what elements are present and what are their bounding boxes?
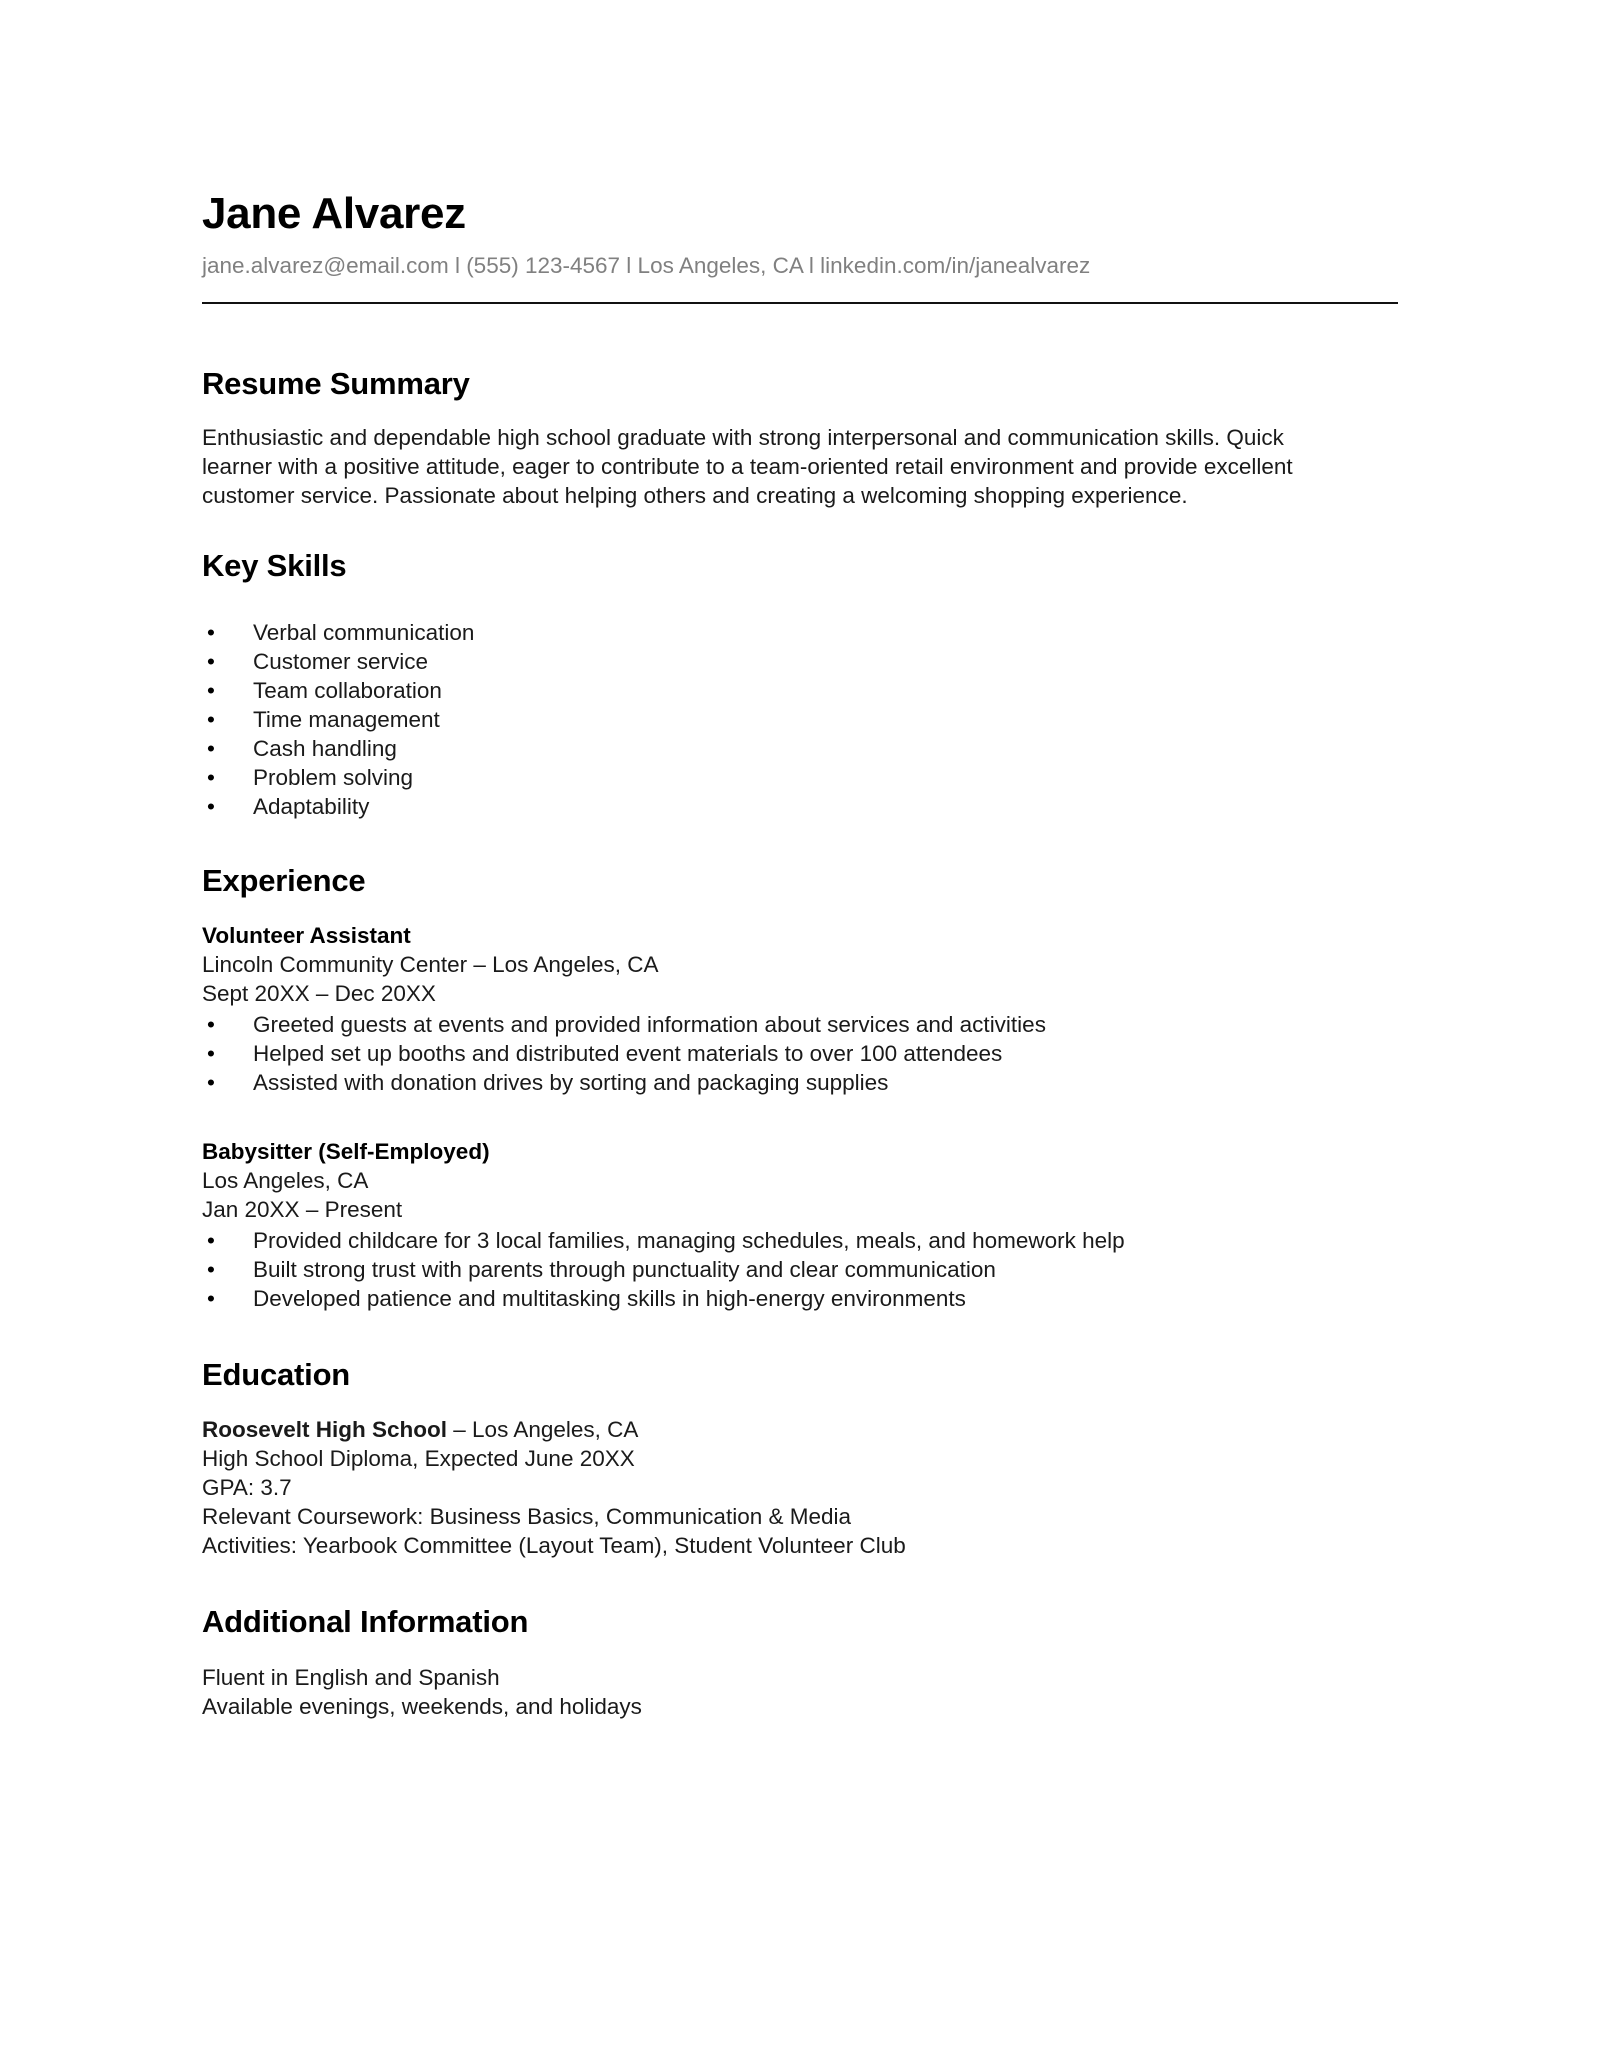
education-detail-line: GPA: 3.7 (202, 1474, 292, 1500)
experience-dates: Jan 20XX – Present (202, 1196, 403, 1222)
experience-duty-item-text: Greeted guests at events and provided information about services and activities (253, 1011, 1046, 1037)
skill-item (202, 792, 1398, 821)
skill-item-text: Adaptability (253, 794, 370, 820)
bullet-dot-icon: • (207, 736, 215, 762)
experience-duty-item-text: Assisted with donation drives by sorting and packaging supplies (253, 1069, 889, 1095)
bullet-dot-icon: • (207, 707, 215, 733)
experience-duty-list (202, 1226, 1398, 1313)
education-detail-line: Relevant Coursework: Business Basics, Communication & Media (202, 1503, 852, 1529)
bullet-dot-icon: • (207, 648, 215, 674)
section-heading-education: Education (202, 1356, 351, 1392)
bullet-dot-icon: • (207, 1285, 215, 1311)
experience-organization: Los Angeles, CA (202, 1167, 369, 1193)
experience-duty-item-text: Provided childcare for 3 local families, managing schedules, meals, and homework help (253, 1227, 1125, 1253)
bullet-dot-icon: • (207, 1040, 215, 1066)
skill-item-text: Problem solving (253, 765, 414, 791)
experience-duty-item (202, 1010, 1398, 1039)
section-heading-experience: Experience (202, 863, 366, 899)
skill-item (202, 705, 1398, 734)
resume-content (202, 190, 1398, 1721)
skill-item-text: Cash handling (253, 736, 397, 762)
experience-duty-item (202, 1284, 1398, 1313)
education-detail-lines (202, 1444, 1398, 1560)
skill-item (202, 647, 1398, 676)
summary-paragraph: Enthusiastic and dependable high school graduate with strong interpersonal and communication skills. Quick learner with a positive attitude, eager to contribute to a team-oriented retail environment and provide excellent customer service. Passionate about helping others and creating a welcoming shopping experience. (202, 425, 1293, 509)
experience-entry (202, 1137, 1398, 1313)
section-heading-skills: Key Skills (202, 548, 347, 584)
additional-information-lines (202, 1663, 1398, 1721)
bullet-dot-icon: • (207, 1256, 215, 1282)
header-divider (202, 302, 1398, 304)
skill-item (202, 763, 1398, 792)
experience-list (202, 921, 1398, 1313)
experience-duty-item-text: Helped set up booths and distributed event materials to over 100 attendees (253, 1040, 1003, 1066)
bullet-dot-icon: • (207, 765, 215, 791)
education-school-location: – Los Angeles, CA (447, 1416, 639, 1442)
section-heading-additional: Additional Information (202, 1603, 529, 1639)
experience-job-title: Babysitter (Self-Employed) (202, 1138, 490, 1164)
skill-item (202, 734, 1398, 763)
skill-item-text: Customer service (253, 648, 429, 674)
bullet-dot-icon: • (207, 794, 215, 820)
experience-dates: Sept 20XX – Dec 20XX (202, 980, 436, 1006)
experience-duty-item-text: Developed patience and multitasking skills in high-energy environments (253, 1285, 966, 1311)
experience-entry (202, 921, 1398, 1097)
skills-list (202, 618, 1398, 821)
bullet-dot-icon: • (207, 1069, 215, 1095)
bullet-dot-icon: • (207, 678, 215, 703)
education-detail-line: Activities: Yearbook Committee (Layout Team), Student Volunteer Club (202, 1532, 906, 1558)
skill-item (202, 676, 1398, 705)
experience-job-title: Volunteer Assistant (202, 922, 411, 948)
additional-information-line: Available evenings, weekends, and holidays (202, 1694, 642, 1720)
experience-duty-item (202, 1068, 1398, 1097)
experience-organization: Lincoln Community Center – Los Angeles, CA (202, 951, 659, 977)
additional-information-line: Fluent in English and Spanish (202, 1665, 500, 1691)
contact-line: jane.alvarez@email.com l (555) 123-4567 l Los Angeles, CA l linkedin.com/in/janealvarez (202, 252, 1091, 278)
experience-duty-list (202, 1010, 1398, 1097)
bullet-dot-icon: • (207, 1227, 215, 1253)
bullet-dot-icon: • (207, 619, 215, 645)
education-detail-line: High School Diploma, Expected June 20XX (202, 1445, 635, 1471)
experience-duty-item (202, 1226, 1398, 1255)
bullet-dot-icon: • (207, 1011, 215, 1037)
skill-item-text: Verbal communication (253, 619, 475, 645)
education-school-line (202, 1415, 1398, 1444)
education-school-name: Roosevelt High School (202, 1416, 448, 1442)
candidate-name: Jane Alvarez (202, 189, 466, 238)
experience-duty-item (202, 1255, 1398, 1284)
experience-duty-item-text: Built strong trust with parents through punctuality and clear communication (253, 1256, 996, 1282)
education-entry (202, 1415, 1398, 1560)
skill-item (202, 618, 1398, 647)
experience-duty-item (202, 1039, 1398, 1068)
section-heading-summary: Resume Summary (202, 365, 470, 401)
skill-item-text: Time management (253, 707, 440, 733)
skill-item-text: Team collaboration (253, 678, 442, 703)
